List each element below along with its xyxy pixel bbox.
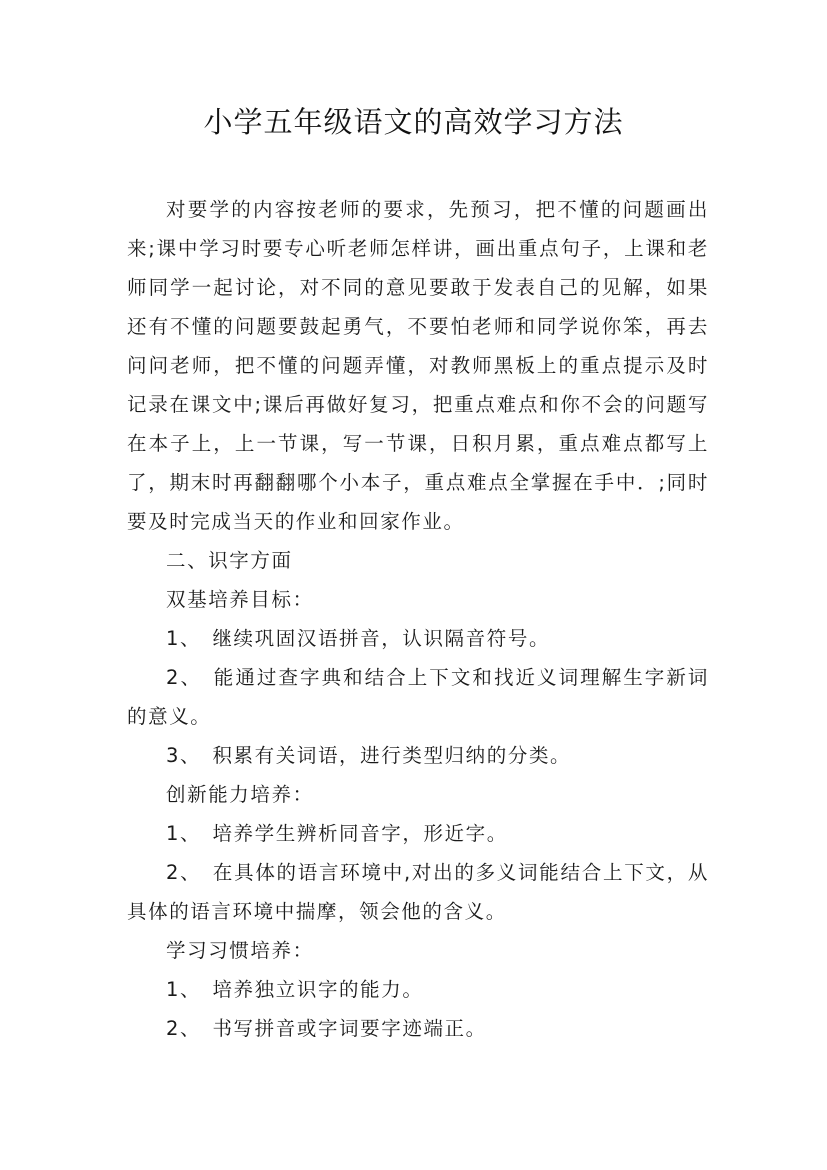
subheading-habits: 学习习惯培养：	[166, 939, 314, 962]
list-item: 2、 能通过查字典和结合上下文和找近义词理解生字新词的意义。	[127, 666, 709, 728]
intro-paragraph: 对要学的内容按老师的要求，先预习，把不懂的问题画出来;课中学习时要专心听老师怎样讲，画出重点句子，上课和老师同学一起讨论，对不同的意见要敢于发表自己的见解，如果还有不懂的问题要鼓起勇气，不要怕老师和同学说你笨，再去问问老师，把不懂的问题弄懂，对教师黑板上的重点提示及时记录在课文中;课后再做好复习，把重点难点和你不会的问题写在本子上，上一节课，写一节课，日积月累，重点难点都写上了，期末时再翻翻哪个小本子，重点难点全掌握在手中．;同时要及时完成当天的作业和回家作业。	[127, 198, 709, 533]
list-item: 2、 书写拼音或字词要字迹端正。	[166, 1017, 487, 1040]
list-item: 1、 继续巩固汉语拼音，认识隔音符号。	[166, 627, 551, 650]
list-item: 3、 积累有关词语，进行类型归纳的分类。	[166, 744, 572, 767]
subheading-basic-goals: 双基培养目标：	[166, 588, 314, 611]
list-item: 2、 在具体的语言环境中,对出的多义词能结合上下文，从具体的语言环境中揣摩，领会他的含义。	[127, 861, 709, 923]
section-heading-literacy: 二、识字方面	[166, 549, 293, 572]
document-title: 小学五年级语文的高效学习方法	[203, 105, 624, 139]
document-body	[127, 190, 709, 1048]
list-item: 1、 培养学生辨析同音字，形近字。	[166, 822, 508, 845]
subheading-innovation: 创新能力培养：	[166, 783, 314, 806]
list-item: 1、 培养独立识字的能力。	[166, 978, 424, 1001]
